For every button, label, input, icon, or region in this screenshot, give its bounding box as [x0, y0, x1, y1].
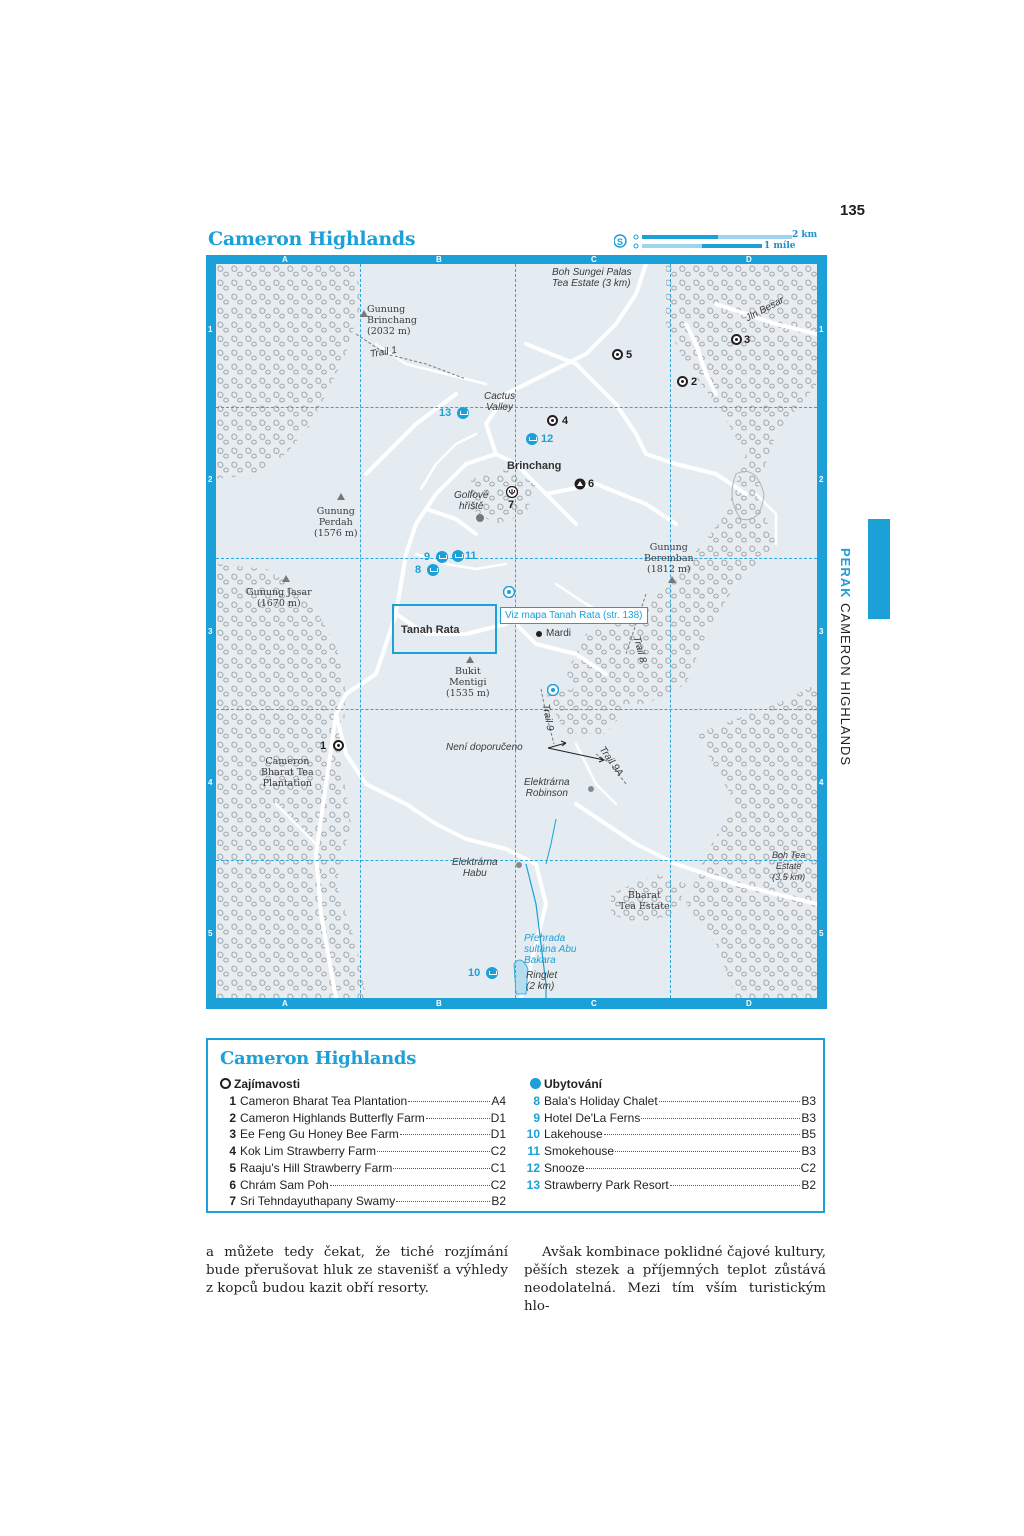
peak-icon — [466, 656, 474, 663]
label-gunung-beremban: Gunung Beremban (1812 m) — [644, 542, 694, 575]
sight-marker-4[interactable] — [547, 415, 558, 426]
grid-line — [515, 264, 516, 998]
sleeping-number: 12 — [526, 1160, 540, 1175]
habu-marker — [516, 862, 522, 868]
sleeping-row[interactable] — [524, 1093, 816, 1110]
sights-name: Cameron Bharat Tea Plantation — [240, 1094, 408, 1108]
grid-line — [360, 264, 361, 998]
legend-sights-heading: Zajímavosti — [220, 1077, 300, 1091]
sleeping-number-10: 10 — [468, 967, 481, 979]
sights-number: 2 — [229, 1110, 236, 1125]
page-number: 135 — [840, 202, 866, 219]
sights-name: Cameron Highlands Butterfly Farm — [240, 1110, 425, 1125]
sights-grid-ref: B2 — [491, 1194, 506, 1209]
row-label-right-5: 5 — [819, 929, 824, 938]
sights-row[interactable] — [220, 1160, 506, 1177]
info-icon[interactable] — [503, 586, 515, 598]
peak-icon — [668, 576, 676, 583]
col-label-top-d: D — [746, 255, 752, 264]
label-elektrarna-habu: Elektrárna Habu — [452, 857, 498, 879]
sleeping-row[interactable] — [524, 1177, 816, 1194]
leader-dots — [330, 1185, 490, 1186]
row-label-left-3: 3 — [208, 627, 213, 636]
sights-name: Raaju's Hill Strawberry Farm — [240, 1160, 393, 1175]
label-bharat-tea-estate: Bharat Tea Estate — [619, 890, 670, 912]
label-trail-8: Trail 8 — [630, 635, 649, 664]
map-title: Cameron Highlands — [208, 228, 416, 250]
row-label-left-5: 5 — [208, 929, 213, 938]
sights-grid-ref: C2 — [490, 1144, 506, 1159]
section-name: CAMERON HIGHLANDS — [838, 603, 853, 767]
grid-line — [670, 264, 671, 998]
leader-dots — [377, 1151, 490, 1152]
sights-number: 3 — [229, 1127, 236, 1142]
leader-dots — [641, 1118, 800, 1119]
col-label-bottom-c: C — [591, 999, 597, 1008]
sleeping-marker-12[interactable] — [526, 433, 538, 445]
sights-grid-ref: A4 — [491, 1094, 506, 1108]
row-label-right-3: 3 — [819, 627, 824, 636]
sights-row[interactable] — [220, 1193, 506, 1210]
sleeping-grid-ref: B3 — [801, 1094, 816, 1108]
sleeping-marker-13[interactable] — [457, 407, 469, 419]
label-elektrarna-robinson: Elektrárna Robinson — [524, 777, 570, 799]
sight-number-3: 3 — [744, 334, 751, 346]
leader-dots — [426, 1118, 490, 1119]
leader-dots — [393, 1168, 489, 1169]
col-label-top-b: B — [436, 255, 442, 264]
sights-number: 5 — [229, 1160, 236, 1175]
scale-bar — [614, 230, 824, 254]
sights-grid-ref: C2 — [490, 1177, 506, 1192]
col-label-top-a: A — [282, 255, 288, 264]
legend-sights-list — [220, 1093, 506, 1210]
leader-dots — [670, 1185, 801, 1186]
leader-dots — [604, 1134, 801, 1135]
sleeping-number: 8 — [533, 1094, 540, 1108]
leader-dots — [408, 1101, 490, 1102]
hindu-temple-icon[interactable] — [506, 486, 518, 498]
sight-number-7: 7 — [508, 499, 515, 511]
temple-icon[interactable] — [574, 478, 586, 490]
grid-line — [216, 709, 817, 710]
sights-number: 7 — [229, 1194, 236, 1209]
sleeping-grid-ref: B2 — [801, 1177, 816, 1192]
grid-line — [216, 860, 817, 861]
sleeping-marker-8[interactable] — [427, 564, 439, 576]
grid-line — [216, 407, 817, 408]
body-text-left: a můžete tedy čekat, že tiché rozjímání bude přerušovat hluk ze stavenišť a výhledy z kopců budou kazit obří resorty. — [206, 1245, 508, 1296]
info-icon[interactable] — [547, 684, 559, 696]
sleeping-grid-ref: C2 — [800, 1160, 816, 1175]
label-boh-sungei-palas: Boh Sungei Palas Tea Estate (3 km) — [552, 267, 632, 289]
sight-number-4: 4 — [562, 415, 569, 427]
sleeping-number-11: 11 — [465, 550, 477, 562]
sleeping-number-9: 9 — [424, 551, 431, 563]
grid-line — [216, 558, 817, 559]
section-region: PERAK — [838, 548, 853, 599]
peak-icon — [337, 493, 345, 500]
sights-grid-ref: D1 — [490, 1110, 506, 1125]
sights-name: Chrám Sam Poh — [240, 1177, 329, 1192]
label-trail-9: Trail 9 — [539, 703, 556, 732]
sleeping-name: Smokehouse — [544, 1144, 615, 1159]
sleeping-number: 11 — [527, 1144, 540, 1159]
sights-grid-ref: C1 — [490, 1160, 506, 1175]
sights-row[interactable] — [220, 1177, 506, 1194]
scale-km-label: 2 km — [792, 230, 818, 240]
sleeping-name: Strawberry Park Resort — [544, 1177, 669, 1192]
robinson-marker — [588, 786, 594, 792]
sleeping-grid-ref: B3 — [801, 1110, 816, 1125]
sight-number-6: 6 — [588, 478, 595, 490]
label-boh-tea-estate: Boh Tea Estate (3,5 km) — [772, 850, 806, 882]
row-label-left-1: 1 — [208, 325, 213, 334]
map-legend — [206, 1038, 825, 1213]
label-brinchang: Brinchang — [507, 460, 562, 472]
sights-number: 1 — [229, 1094, 236, 1108]
sleeping-number: 9 — [533, 1110, 540, 1125]
sights-number: 6 — [229, 1177, 236, 1192]
golf-marker — [476, 514, 484, 522]
leader-dots — [400, 1134, 490, 1135]
row-label-left-4: 4 — [208, 778, 213, 787]
sleeping-number: 10 — [526, 1127, 540, 1142]
body-text-right: Avšak kombinace poklidné čajové kultury, pěších stezek a příjemných teplot zůstává neodolatelná. Mezi tím vším turistickým hlo- — [524, 1245, 826, 1314]
label-mardi: Mardi — [546, 628, 572, 639]
sleeping-number-13: 13 — [439, 407, 452, 419]
col-label-top-c: C — [591, 255, 597, 264]
label-trail-1: Trail 1 — [369, 344, 398, 361]
sight-number-5: 5 — [626, 349, 633, 361]
row-label-right-1: 1 — [819, 325, 824, 334]
sights-grid-ref: D1 — [490, 1127, 506, 1142]
sleeping-number-8: 8 — [415, 564, 422, 576]
sleeping-marker-11[interactable] — [452, 550, 464, 562]
col-label-bottom-a: A — [282, 999, 288, 1008]
label-cactus-valley: Cactus Valley — [484, 391, 516, 413]
leader-dots — [659, 1101, 801, 1102]
col-label-bottom-d: D — [746, 999, 752, 1008]
sight-number-1: 1 — [320, 740, 327, 752]
sight-marker-2[interactable] — [677, 376, 688, 387]
label-ringlet: Ringlet (2 km) — [526, 970, 558, 992]
sleeping-grid-ref: B3 — [801, 1144, 816, 1159]
label-cameron-bharat: Cameron Bharat Tea Plantation — [261, 756, 314, 789]
label-gunung-jasar: Gunung Jasar (1670 m) — [246, 587, 312, 609]
sight-number-2: 2 — [691, 376, 698, 388]
scale-mile-label: 1 míle — [764, 241, 796, 251]
row-label-right-4: 4 — [819, 778, 824, 787]
link-tanah-rata-map[interactable]: Viz mapa Tanah Rata (str. 138) — [500, 607, 648, 624]
col-label-bottom-b: B — [436, 999, 442, 1008]
sleeping-number: 13 — [526, 1177, 540, 1192]
leader-dots — [615, 1151, 800, 1152]
sleeping-name: Bala's Holiday Chalet — [544, 1094, 658, 1108]
terrain-layer — [216, 264, 817, 998]
label-golf: Golfové hřiště — [454, 490, 489, 512]
sights-number: 4 — [229, 1144, 236, 1159]
sleeping-name: Hotel De'La Ferns — [544, 1110, 641, 1125]
sight-marker-1[interactable] — [333, 740, 344, 751]
label-gunung-perdah: Gunung Perdah (1576 m) — [314, 506, 358, 539]
row-label-left-2: 2 — [208, 475, 213, 484]
sights-row[interactable] — [220, 1143, 506, 1160]
leader-dots — [396, 1201, 490, 1202]
label-tanah-rata: Tanah Rata — [401, 624, 460, 636]
legend-sleeping-list — [524, 1093, 816, 1193]
label-trail-9a: Trail 9A — [596, 744, 626, 779]
label-gunung-brinchang: Gunung Brinchang (2032 m) — [367, 304, 417, 337]
sleeping-name: Lakehouse — [544, 1127, 603, 1142]
sight-icon — [220, 1078, 231, 1089]
sleeping-row[interactable] — [524, 1143, 816, 1160]
sights-row[interactable] — [220, 1126, 506, 1143]
label-neni-doporuceno: Není doporučeno — [446, 742, 523, 753]
sights-name: Kok Lim Strawberry Farm — [240, 1144, 377, 1159]
sleeping-icon — [530, 1078, 541, 1089]
legend-sleeping-heading: Ubytování — [530, 1077, 602, 1091]
peak-icon — [282, 575, 290, 582]
sleeping-marker-10[interactable] — [486, 967, 498, 979]
section-tab-label — [838, 548, 858, 788]
sleeping-number-12: 12 — [541, 433, 554, 445]
sleeping-row[interactable] — [524, 1160, 816, 1177]
sleeping-row[interactable] — [524, 1110, 816, 1127]
sights-name: Ee Feng Gu Honey Bee Farm — [240, 1127, 399, 1142]
label-jln-besar: Jln Besar — [743, 294, 786, 325]
sleeping-name: Snooze — [544, 1160, 585, 1175]
leader-dots — [586, 1168, 800, 1169]
sights-row[interactable] — [220, 1110, 506, 1127]
sight-marker-3[interactable] — [731, 334, 742, 345]
svg-text:S: S — [616, 237, 624, 247]
label-prehrada: Přehrada sultána Abu Bakara — [524, 933, 577, 966]
map-canvas — [216, 264, 817, 998]
sleeping-grid-ref: B5 — [801, 1127, 816, 1142]
sights-row[interactable] — [220, 1093, 506, 1110]
sleeping-marker-9[interactable] — [436, 551, 448, 563]
label-bukit-mentigi: Bukit Mentigi (1535 m) — [446, 666, 490, 699]
section-tab — [868, 519, 890, 619]
sights-name: Sri Tehndayuthapany Swamy — [240, 1194, 396, 1209]
sight-marker-5[interactable] — [612, 349, 623, 360]
row-label-right-2: 2 — [819, 475, 824, 484]
mardi-marker — [536, 631, 542, 637]
legend-title: Cameron Highlands — [220, 1048, 417, 1069]
sleeping-row[interactable] — [524, 1126, 816, 1143]
